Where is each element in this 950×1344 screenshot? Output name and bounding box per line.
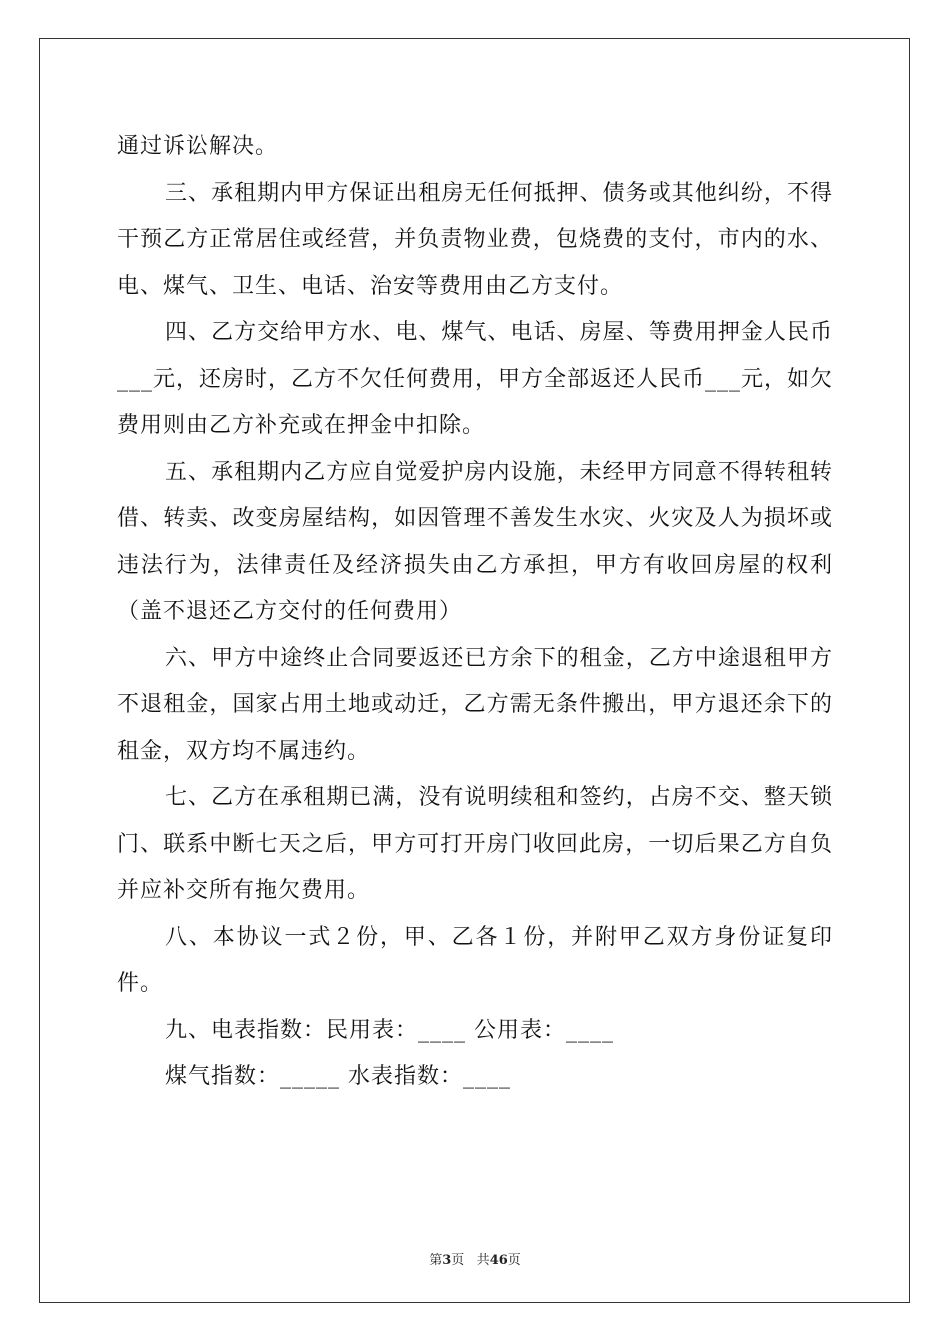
clause-3: 三、承租期内甲方保证出租房无任何抵押、债务或其他纠纷，不得干预乙方正常居住或经营，并负责物业费，包烧费的支付，市内的水、电、煤气、卫生、电话、治安等费用由乙方支付。 — [117, 180, 833, 299]
clause-5: 五、承租期内乙方应自觉爱护房内设施，未经甲方同意不得转租转借、转卖、改变房屋结构，如因管理不善发生水灾、火灾及人为损坏或违法行为，法律责任及经济损失由乙方承担，甲方有收回房屋的权利（盖不退还乙方交付的任何费用） — [117, 459, 833, 624]
document-body — [117, 124, 833, 1101]
page-footer — [0, 1249, 950, 1268]
clause-8: 八、本协议一式２份，甲、乙各１份，并附甲乙双方身份证复印件。 — [117, 924, 833, 996]
clause-7: 七、乙方在承租期已满，没有说明续租和签约，占房不交、整天锁门、联系中断七天之后，甲方可打开房门收回此房，一切后果乙方自负并应补交所有拖欠费用。 — [117, 785, 833, 903]
page-prefix: 第 — [429, 1253, 443, 1268]
total-prefix: 共 — [476, 1253, 490, 1268]
page-suffix: 页 — [451, 1253, 465, 1268]
clause-9-meter-readings: 九、电表指数：民用表：____ 公用表：____ — [165, 1017, 614, 1043]
clause-6: 六、甲方中途终止合同要返还已方余下的租金，乙方中途退租甲方不退租金，国家占用土地或动迁，乙方需无条件搬出，甲方退还余下的租金，双方均不属违约。 — [117, 645, 833, 764]
total-pages: 46 — [489, 1253, 508, 1268]
clause-4: 四、乙方交给甲方水、电、煤气、电话、房屋、等费用押金人民币___元，还房时，乙方不欠任何费用，甲方全部返还人民币___元，如欠费用则由乙方补充或在押金中扣除。 — [117, 320, 834, 438]
gas-water-meter-readings: 煤气指数：_____ 水表指数：____ — [165, 1064, 511, 1089]
paragraph-continuation: 通过诉讼解决。 — [117, 134, 279, 159]
page-number: 3 — [442, 1253, 452, 1268]
total-suffix: 页 — [507, 1253, 521, 1268]
